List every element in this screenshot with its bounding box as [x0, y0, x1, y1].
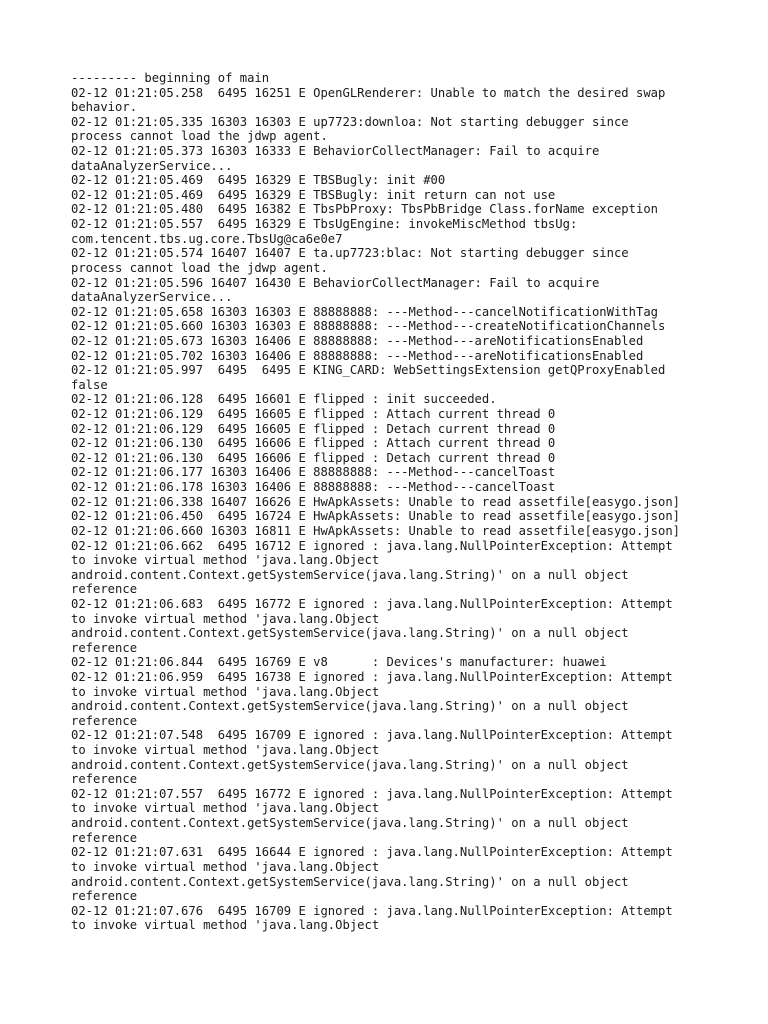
log-line: 02-12 01:21:05.373 16303 16333 E BehaviorCollectManager: Fail to acquire: [71, 144, 600, 159]
log-line: reference: [71, 582, 138, 597]
log-line: android.content.Context.getSystemService(java.lang.String)' on a null object: [71, 567, 629, 582]
log-line: --------- beginning of main: [71, 71, 270, 85]
log-line: 02-12 01:21:05.596 16407 16430 E BehaviorCollectManager: Fail to acquire: [71, 275, 600, 290]
log-line: 02-12 01:21:06.129 6495 16605 E flipped : Attach current thread 0: [71, 407, 556, 422]
log-line: behavior.: [71, 100, 138, 115]
log-line: 02-12 01:21:06.662 6495 16712 E ignored : java.lang.NullPointerException: Attempt: [71, 538, 673, 553]
log-line: 02-12 01:21:05.469 6495 16329 E TBSBugly: init #00: [71, 173, 446, 188]
log-line: to invoke virtual method 'java.lang.Object: [71, 684, 380, 699]
log-line: to invoke virtual method 'java.lang.Object: [71, 553, 380, 568]
log-line: 02-12 01:21:05.658 16303 16303 E 88888888: ---Method---cancelNotificationWithTag: [71, 304, 658, 319]
log-line: 02-12 01:21:07.676 6495 16709 E ignored : java.lang.NullPointerException: Attempt: [71, 903, 673, 918]
log-line: android.content.Context.getSystemService(java.lang.String)' on a null object: [71, 874, 629, 889]
log-line: 02-12 01:21:05.574 16407 16407 E ta.up7723:blac: Not starting debugger since: [71, 246, 629, 261]
log-line: 02-12 01:21:06.844 6495 16769 E v8 : Devices's manufacturer: huawei: [71, 655, 607, 670]
log-line: false: [71, 377, 108, 392]
log-line: dataAnalyzerService...: [71, 158, 233, 173]
log-line: 02-12 01:21:06.450 6495 16724 E HwApkAssets: Unable to read assetfile[easygo.json]: [71, 509, 681, 524]
log-line: reference: [71, 830, 138, 845]
log-line: 02-12 01:21:05.673 16303 16406 E 88888888: ---Method---areNotificationsEnabled: [71, 333, 644, 348]
log-line: to invoke virtual method 'java.lang.Object: [71, 801, 380, 816]
log-line: 02-12 01:21:06.129 6495 16605 E flipped : Detach current thread 0: [71, 421, 556, 436]
log-line: to invoke virtual method 'java.lang.Object: [71, 859, 380, 874]
log-line: to invoke virtual method 'java.lang.Object: [71, 918, 380, 933]
log-line: 02-12 01:21:05.258 6495 16251 E OpenGLRenderer: Unable to match the desired swap: [71, 85, 666, 100]
log-line: 02-12 01:21:06.128 6495 16601 E flipped : init succeeded.: [71, 392, 497, 407]
log-line: 02-12 01:21:06.130 6495 16606 E flipped : Detach current thread 0: [71, 450, 556, 465]
log-line: android.content.Context.getSystemService(java.lang.String)' on a null object: [71, 816, 629, 831]
log-line: 02-12 01:21:06.338 16407 16626 E HwApkAssets: Unable to read assetfile[easygo.json]: [71, 494, 681, 509]
log-line: reference: [71, 713, 138, 728]
log-line: dataAnalyzerService...: [71, 290, 233, 305]
log-line: to invoke virtual method 'java.lang.Object: [71, 743, 380, 758]
log-line: 02-12 01:21:05.557 6495 16329 E TbsUgEngine: invokeMiscMethod tbsUg:: [71, 217, 578, 232]
log-line: android.content.Context.getSystemService(java.lang.String)' on a null object: [71, 699, 629, 714]
log-line: android.content.Context.getSystemService(java.lang.String)' on a null object: [71, 626, 629, 641]
log-line: 02-12 01:21:06.959 6495 16738 E ignored : java.lang.NullPointerException: Attempt: [71, 669, 673, 684]
log-line: 02-12 01:21:06.178 16303 16406 E 88888888: ---Method---cancelToast: [71, 480, 556, 495]
log-line: 02-12 01:21:07.548 6495 16709 E ignored : java.lang.NullPointerException: Attempt: [71, 728, 673, 743]
log-line: 02-12 01:21:05.660 16303 16303 E 88888888: ---Method---createNotificationChannels: [71, 319, 666, 334]
log-line: 02-12 01:21:05.469 6495 16329 E TBSBugly: init return can not use: [71, 187, 556, 202]
log-line: 02-12 01:21:06.660 16303 16811 E HwApkAssets: Unable to read assetfile[easygo.json]: [71, 523, 681, 538]
log-line: 02-12 01:21:05.702 16303 16406 E 88888888: ---Method---areNotificationsEnabled: [71, 348, 644, 363]
log-line: com.tencent.tbs.ug.core.TbsUg@ca6e0e7: [71, 231, 343, 246]
log-line: process cannot load the jdwp agent.: [71, 260, 328, 275]
log-line: 02-12 01:21:05.997 6495 6495 E KING_CARD: WebSettingsExtension getQProxyEnabled: [71, 363, 666, 378]
log-line: android.content.Context.getSystemService(java.lang.String)' on a null object: [71, 757, 629, 772]
log-line: 02-12 01:21:06.177 16303 16406 E 88888888: ---Method---cancelToast: [71, 465, 556, 480]
log-line: 02-12 01:21:05.335 16303 16303 E up7723:downloa: Not starting debugger since: [71, 114, 629, 129]
log-line: reference: [71, 640, 138, 655]
log-line: 02-12 01:21:05.480 6495 16382 E TbsPbProxy: TbsPbBridge Class.forName exception: [71, 202, 658, 217]
log-line: 02-12 01:21:06.130 6495 16606 E flipped : Attach current thread 0: [71, 436, 556, 451]
log-line: reference: [71, 772, 138, 787]
log-line: to invoke virtual method 'java.lang.Object: [71, 611, 380, 626]
log-line: 02-12 01:21:07.631 6495 16644 E ignored : java.lang.NullPointerException: Attempt: [71, 845, 673, 860]
log-line: 02-12 01:21:07.557 6495 16772 E ignored : java.lang.NullPointerException: Attempt: [71, 786, 673, 801]
log-line: reference: [71, 889, 138, 904]
log-line: process cannot load the jdwp agent.: [71, 129, 328, 144]
log-document: [71, 71, 711, 933]
log-line: 02-12 01:21:06.683 6495 16772 E ignored : java.lang.NullPointerException: Attempt: [71, 596, 673, 611]
